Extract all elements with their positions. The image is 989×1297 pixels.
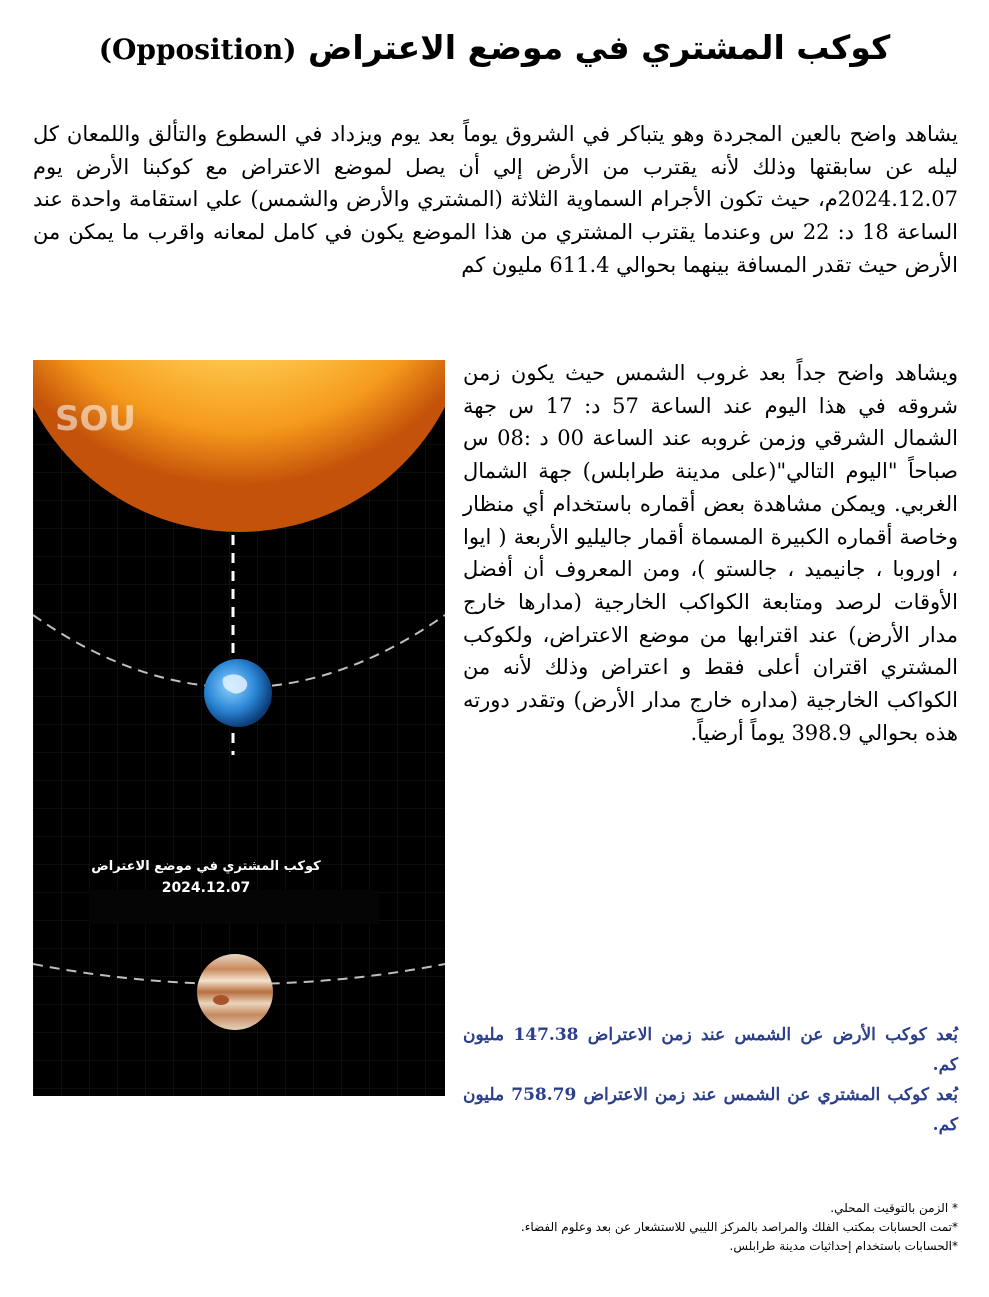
footnote-local-time: * الزمن بالتوقيت المحلي. xyxy=(830,1201,958,1215)
illustration-caption-date: 2024.12.07 xyxy=(161,880,251,896)
earth-sun-distance: بُعد كوكب الأرض عن الشمس عند زمن الاعتراض 147.38 مليون كم. xyxy=(463,1025,958,1075)
title-arabic: كوكب المشتري في موضع الاعتراض xyxy=(307,28,891,67)
orbit-diagram xyxy=(33,360,445,1096)
jupiter-icon xyxy=(197,954,273,1030)
footnote-coordinates: *الحسابات باستخدام إحداثيات مدينة طرابلس. xyxy=(729,1239,958,1253)
page-title xyxy=(60,22,929,76)
great-red-spot xyxy=(213,995,229,1005)
watermark: SOU xyxy=(55,399,136,439)
opposition-illustration xyxy=(33,360,445,1096)
jupiter-sun-distance: بُعد كوكب المشتري عن الشمس عند زمن الاعتراض 758.79 مليون كم. xyxy=(463,1085,958,1135)
illustration-caption-title: كوكب المشتري في موضع الاعتراض xyxy=(91,859,321,874)
title-english: (Opposition) xyxy=(98,33,297,66)
distances-block xyxy=(463,1020,958,1140)
intro-paragraph: يشاهد واضح بالعين المجردة وهو يتباكر في الشروق يوماً بعد يوم ويزداد في السطوع والتألق واللمعان كل ليله عن سابقتها وذلك لأنه يقترب من الأرض إلي أن يصل لموضع الاعتراض مع كوكبنا الأرض يوم 2024.12.07م، حيث تكون الأجرام السماوية الثلاثة (المشتري والأرض والشمس) علي استقامة واحدة عند الساعة 18 د: 22 س وعندما يقترب المشتري من هذا الموضع يكون في كامل لمعانه واقرب ما يمكن من الأرض حيث تقدر المسافة بينهما بحوالي 611.4 مليون كم xyxy=(33,122,958,277)
footnote-calculations: *تمت الحسابات بمكتب الفلك والمراصد بالمركز الليبي للاستشعار عن بعد وعلوم الفضاء. xyxy=(520,1220,958,1234)
footnotes xyxy=(200,1199,958,1256)
observation-paragraph: ويشاهد واضح جداً بعد غروب الشمس حيث يكون زمن شروقه في هذا اليوم عند الساعة 57 د: 17 س جهة الشمال الشرقي وزمن غروبه عند الساعة 00 د :08 س صباحاً "اليوم التالي"(على مدينة طرابلس) جهة الشمال الغربي. ويمكن مشاهدة بعض أقماره باستخدام أي منظار وخاصة أقماره الكبيرة المسماة أقمار جاليليو الأربعة ( ايوا ، اوروبا ، جانيميد ، جالستو )، ومن المعروف أن أفضل الأوقات لرصد ومتابعة الكواكب الخارجية (مدارها خارج مدار الأرض) عند اقترابها من موضع الاعتراض، ولكوكب المشتري اقتران أعلى فقط و اعتراض وذلك لأنه من الكواكب الخارجية (مداره خارج مدار الأرض) وتقدر دورته هذه بحوالي 398.9 يوماً أرضياً. xyxy=(463,361,958,745)
